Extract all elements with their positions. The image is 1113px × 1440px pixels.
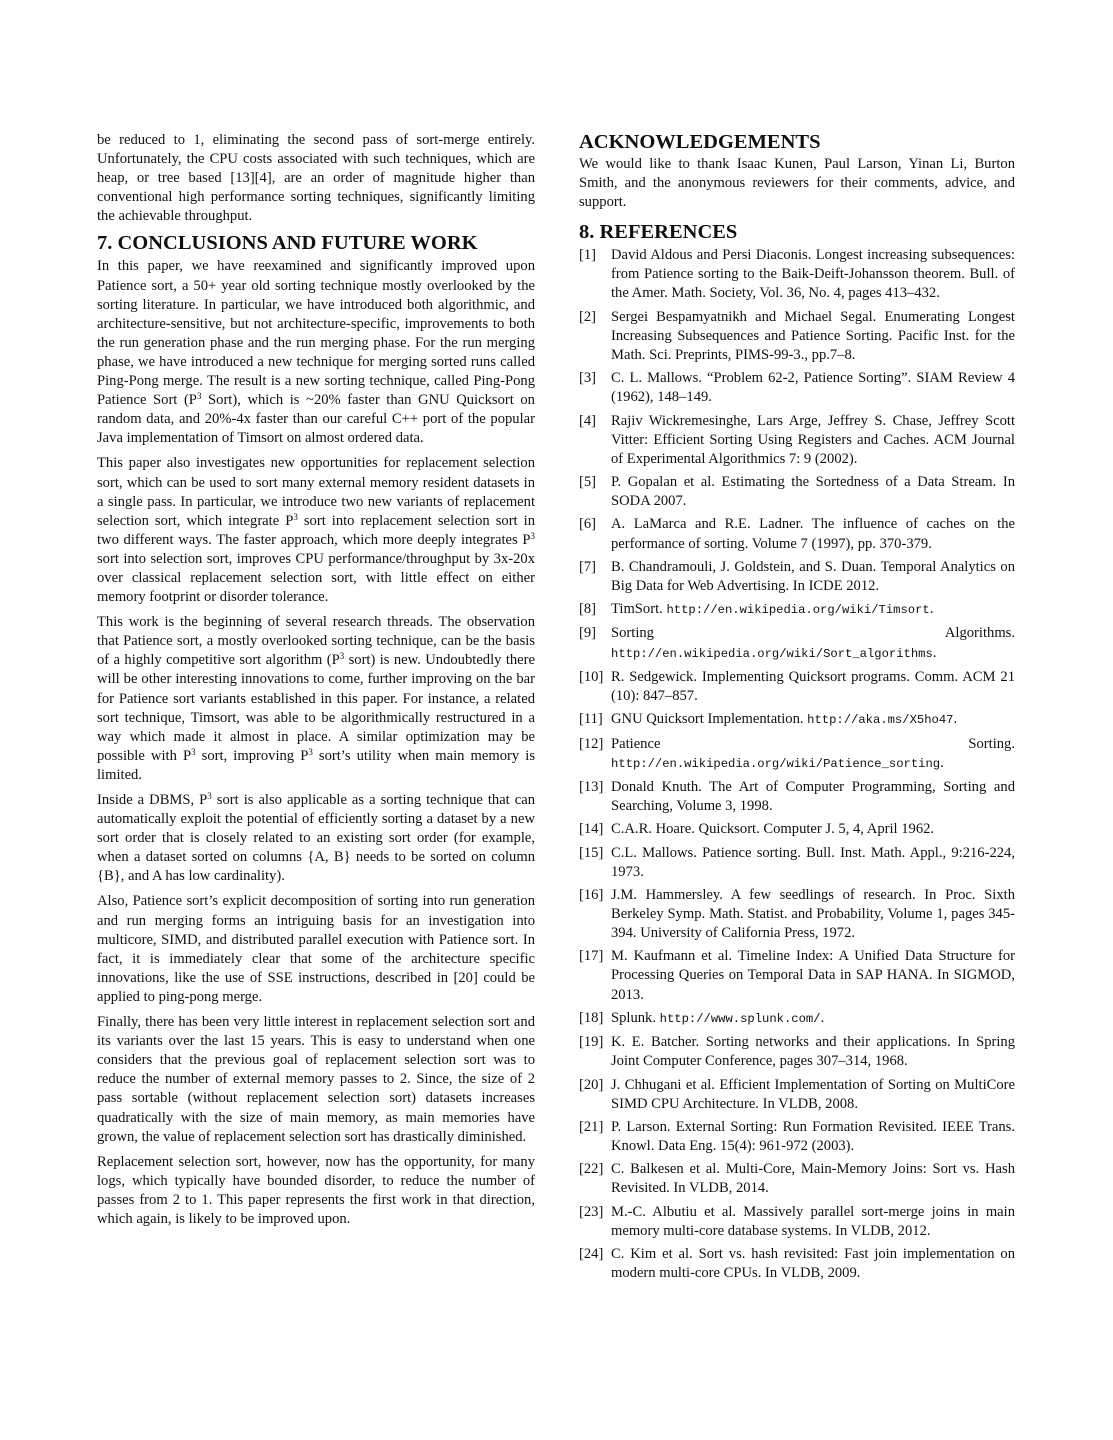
reference-list [579,246,1015,1283]
conclusions-paragraph-7: Replacement selection sort, however, now has the opportunity, for many logs, which typically have bounded disorder, to reduce the number of passes from 2 to 1. This paper represents the first work in that direction, which again, is likely to be improved upon. [97,1153,535,1227]
reference-text: P. Gopalan et al. Estimating the Sortedness of a Data Stream. In SODA 2007. [611,474,1015,510]
reference-item [579,668,1015,706]
reference-number: [15] [579,844,604,861]
reference-url-link[interactable]: http://en.wikipedia.org/wiki/Sort_algorithms [611,646,933,661]
conclusions-paragraph-4: Inside a DBMS, $P^3$ sort is also applicable as a sorting technique that can automatically exploit the potential of efficiently sorting a dataset by a new sort order that is closely related to an existing sort order (for example, when a dataset sorted on columns {A, B} needs to be sorted on column {B}, and A has low cardinality). [97,791,535,885]
conclusions-paragraph-2: This paper also investigates new opportunities for replacement selection sort, which can be used to sort many external memory resident datasets in a single pass. In particular, we introduce two new variants of replacement selection sort, which integrate $P^3$ sort into replacement selection sort in two different ways. The faster approach, which more deeply integrates $P^3$ sort into selection sort, improves CPU performance/throughput by 3x-20x over classical replacement selection sort, with little effect on either memory footprint or disorder tolerance. [97,455,535,606]
reference-text: Rajiv Wickremesinghe, Lars Arge, Jeffrey S. Chase, Jeffrey Scott Vitter: Efficient Sorting Using Registers and Caches. ACM Journal of Experimental Algorithmics 7: 9 (2002). [611,412,1015,467]
reference-text: R. Sedgewick. Implementing Quicksort programs. Comm. ACM 21 (10): 847–857. [611,668,1015,704]
reference-text: GNU Quicksort Implementation. http://aka.ms/X5ho47. [611,711,958,728]
reference-text: Sergei Bespamyatnikh and Michael Segal. Enumerating Longest Increasing Subsequences and Patience Sorting. Pacific Inst. for the Math. Sci. Preprints, PIMS-99-3., pp.7–8. [611,308,1015,363]
reference-number: [21] [579,1118,604,1135]
reference-item [579,1009,1015,1029]
reference-item [579,558,1015,596]
reference-number: [19] [579,1034,604,1051]
reference-item [579,1160,1015,1198]
reference-text: David Aldous and Persi Diaconis. Longest increasing subsequences: from Patience sorting to the Baik-Deift-Johansson theorem. Bull. of the Amer. Math. Society, Vol. 36, No. 4, pages 413–432. [611,247,1015,302]
reference-item [579,412,1015,469]
reference-item [579,947,1015,1004]
conclusions-paragraph-5: Also, Patience sort’s explicit decomposition of sorting into run generation and run merging forms an intriguing basis for an investigation into multicore, SIMD, and distributed parallel execution with Patience sort. In fact, it is immediately clear that some of the architecture specific innovations, like the use of SSE instructions, described in [20] could be applied to ping-pong merge. [97,893,535,1005]
reference-item [579,735,1015,774]
reference-text: TimSort. http://en.wikipedia.org/wiki/Timsort. [611,601,934,618]
reference-text: Sorting Algorithms. http://en.wikipedia.org/wiki/Sort_algorithms. [611,625,1015,661]
reference-number: [22] [579,1161,604,1178]
reference-item [579,624,1015,663]
reference-text: M.-C. Albutiu et al. Massively parallel sort-merge joins in main memory multi-core database systems. In VLDB, 2012. [611,1203,1015,1239]
reference-item [579,473,1015,511]
left-column [97,131,535,1235]
reference-text: K. E. Batcher. Sorting networks and their applications. In Spring Joint Computer Conference, pages 307–314, 1968. [611,1034,1015,1070]
reference-number: [16] [579,886,604,903]
reference-number: [23] [579,1203,604,1220]
reference-number: [7] [579,558,597,575]
reference-text: C. L. Mallows. “Problem 62-2, Patience Sorting”. SIAM Review 4 (1962), 148–149. [611,370,1015,406]
reference-number: [3] [579,370,597,387]
conclusions-paragraph-6: Finally, there has been very little interest in replacement selection sort and its variants over the last 15 years. This is easy to understand when one considers that the previous goal of replacement selection sort was to reduce the number of external memory passes to 2. Since, the size of 2 pass sortable (without replacement selection sort) datasets increases quadratically with the size of main memory, as main memories have grown, the value of replacement selection sort has drastically diminished. [97,1014,535,1145]
reference-item [579,1245,1015,1283]
reference-number: [14] [579,821,604,838]
reference-number: [11] [579,711,603,728]
acknowledgements-heading: ACKNOWLEDGEMENTS [579,131,821,153]
reference-item [579,1118,1015,1156]
reference-number: [10] [579,668,604,685]
reference-url-link[interactable]: http://en.wikipedia.org/wiki/Patience_sorting [611,756,941,771]
reference-text: C. Balkesen et al. Multi-Core, Main-Memory Joins: Sort vs. Hash Revisited. In VLDB, 2014. [611,1161,1015,1197]
reference-number: [5] [579,474,597,491]
reference-number: [18] [579,1009,604,1026]
reference-number: [17] [579,948,604,965]
reference-text: C. Kim et al. Sort vs. hash revisited: Fast join implementation on modern multi-core CPUs. In VLDB, 2009. [611,1246,1015,1282]
reference-number: [4] [579,412,597,429]
conclusions-paragraph-1: In this paper, we have reexamined and significantly improved upon Patience sort, a 50+ year old sorting technique mostly overlooked by the sorting literature. In particular, we have introduced both algorithmic, and architecture-sensitive, but not architecture-specific, improvements to both the run generation phase and the run merging phase. For the run merging phase, we have introduced a new technique for merging sorted runs called Ping-Pong merge. The result is a new sorting technique, called Ping-Pong Patience Sort ($P^3$ Sort), which is ~20% faster than GNU Quicksort on random data, and 20%-4x faster than our careful C++ port of the popular Java implementation of Timsort on almost ordered data. [97,258,535,447]
reference-text: P. Larson. External Sorting: Run Formation Revisited. IEEE Trans. Knowl. Data Eng. 15(4): 961-972 (2003). [611,1118,1015,1154]
reference-text: Donald Knuth. The Art of Computer Programming, Sorting and Searching, Volume 3, 1998. [611,778,1015,814]
reference-item [579,369,1015,407]
reference-item [579,246,1015,303]
reference-text: A. LaMarca and R.E. Ladner. The influence of caches on the performance of sorting. Volume 7 (1997), pp. 370-379. [611,516,1015,552]
reference-number: [8] [579,601,597,618]
reference-text: C.A.R. Hoare. Quicksort. Computer J. 5, 4, April 1962. [611,821,935,838]
right-column [579,131,1015,1287]
reference-text: Patience Sorting. http://en.wikipedia.org/wiki/Patience_sorting. [611,735,1015,771]
reference-number: [20] [579,1076,604,1093]
reference-text: B. Chandramouli, J. Goldstein, and S. Duan. Temporal Analytics on Big Data for Web Advertising. In ICDE 2012. [611,558,1015,594]
intro-paragraph: be reduced to 1, eliminating the second pass of sort-merge entirely. Unfortunately, the CPU costs associated with such techniques, which are heap, or tree based [13][4], are an order of magnitude higher than conventional high performance sorting techniques, significantly limiting the achievable throughput. [97,132,535,225]
reference-item [579,600,1015,620]
reference-item [579,710,1015,730]
reference-number: [13] [579,778,604,795]
reference-url-link[interactable]: http://www.splunk.com/ [659,1011,821,1026]
reference-text: M. Kaufmann et al. Timeline Index: A Unified Data Structure for Processing Queries on Temporal Data in SAP HANA. In SIGMOD, 2013. [611,948,1015,1003]
conclusions-heading: 7. CONCLUSIONS AND FUTURE WORK [97,232,478,255]
reference-number: [2] [579,308,597,325]
reference-url-link[interactable]: http://en.wikipedia.org/wiki/Timsort [666,603,930,618]
reference-item [579,1033,1015,1071]
reference-number: [9] [579,625,597,642]
conclusions-paragraph-3: This work is the beginning of several research threads. The observation that Patience sort, a mostly overlooked sorting technique, can be the basis of a highly competitive sort algorithm ($P^3$ sort) is new. Undoubtedly there will be other interesting innovations to come, further improving on the bar for Patience sort variants established in this paper. For instance, a related sort technique, Timsort, was able to be algorithmically restructured in a way which made it almost in place. A similar optimization may be possible with $P^3$ sort, improving $P^3$ sort’s utility when main memory is limited. [97,614,535,783]
reference-item [579,515,1015,553]
reference-number: [6] [579,516,597,533]
references-heading: 8. REFERENCES [579,221,738,244]
reference-item [579,1203,1015,1241]
reference-item [579,886,1015,943]
reference-item [579,308,1015,365]
reference-item [579,844,1015,882]
reference-text: C.L. Mallows. Patience sorting. Bull. Inst. Math. Appl., 9:216-224, 1973. [611,844,1015,880]
reference-number: [12] [579,735,604,752]
reference-number: [1] [579,247,597,264]
acknowledgements-text: We would like to thank Isaac Kunen, Paul Larson, Yinan Li, Burton Smith, and the anonymous reviewers for their comments, advice, and support. [579,156,1015,211]
reference-text: J.M. Hammersley. A few seedlings of research. In Proc. Sixth Berkeley Symp. Math. Statist. and Probability, Volume 1, pages 345-394. University of California Press, 1972. [611,886,1015,942]
reference-url-link[interactable]: http://aka.ms/X5ho47 [807,713,954,728]
reference-item [579,778,1015,816]
reference-text: Splunk. http://www.splunk.com/. [611,1009,825,1026]
reference-item [579,1076,1015,1114]
reference-text: J. Chhugani et al. Efficient Implementation of Sorting on MultiCore SIMD CPU Architecture. In VLDB, 2008. [611,1076,1015,1112]
reference-item [579,820,1015,839]
reference-number: [24] [579,1246,604,1262]
